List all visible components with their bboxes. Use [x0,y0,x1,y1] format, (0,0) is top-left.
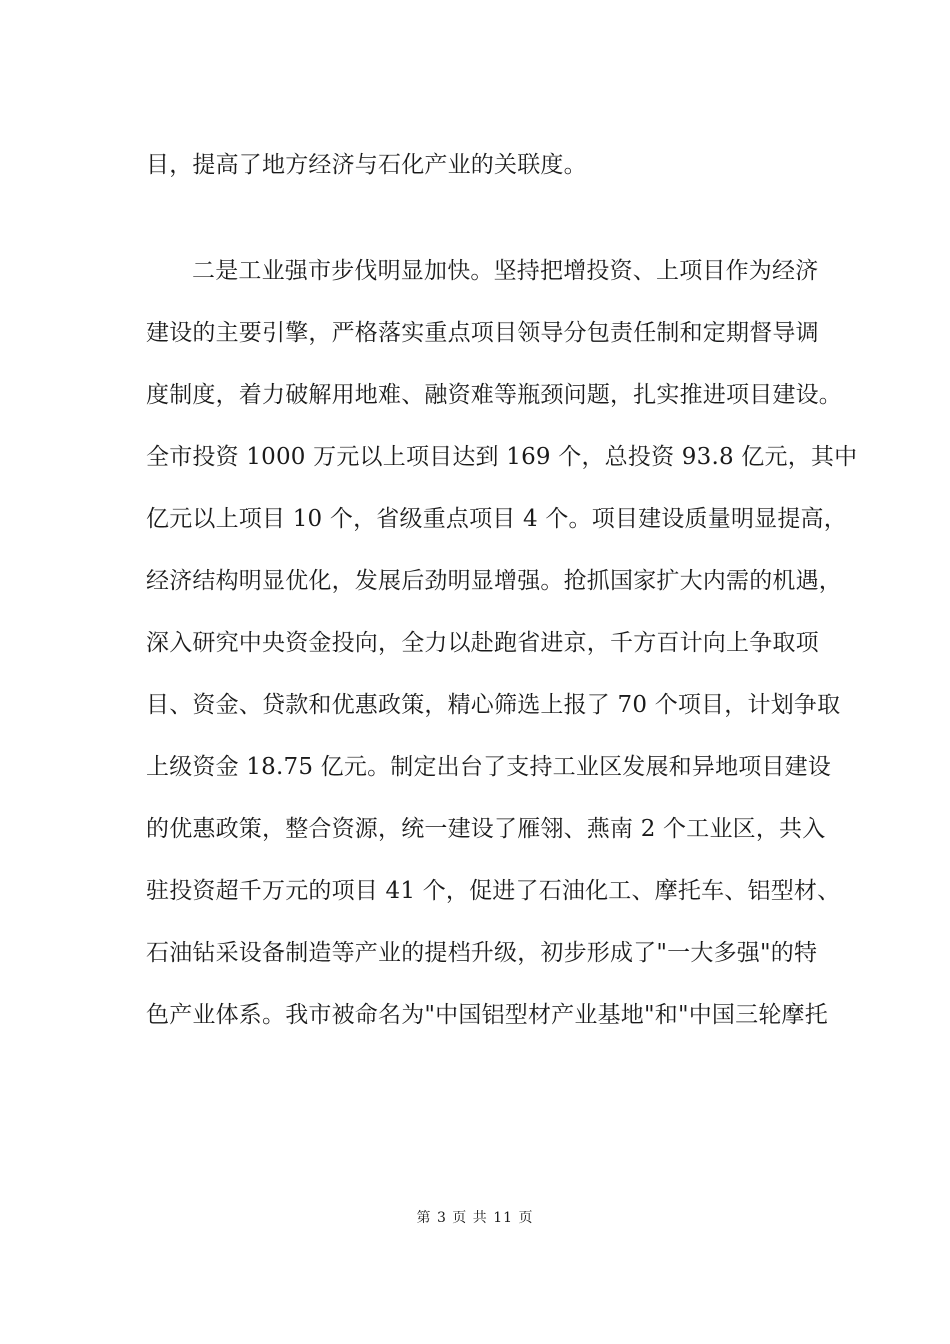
text-line: 亿元以上项目 10 个，省级重点项目 4 个。项目建设质量明显提高， [146,506,847,532]
text-line: 的优惠政策，整合资源，统一建设了雁翎、燕南 2 个工业区，共入 [146,816,826,842]
body-text [146,134,858,1046]
text-line: 目、资金、贷款和优惠政策，精心筛选上报了 70 个项目，计划争取 [146,692,841,718]
text-line: 石油钻采设备制造等产业的提档升级，初步形成了"一大多强"的特 [146,940,818,966]
text-line: 经济结构明显优化，发展后劲明显增强。抢抓国家扩大内需的机遇， [146,568,842,594]
text-line: 深入研究中央资金投向，全力以赴跑省进京，千方百计向上争取项 [146,630,819,656]
text-line: 建设的主要引擎，严格落实重点项目领导分包责任制和定期督导调 [146,320,819,346]
text-line: 色产业体系。我市被命名为"中国铝型材产业基地"和"中国三轮摩托 [146,1002,828,1028]
text-line: 驻投资超千万元的项目 41 个，促进了石油化工、摩托车、铝型材、 [146,878,841,904]
page-number-footer: 第 3 页 共 11 页 [416,1210,534,1226]
text-line: 上级资金 18.75 亿元。制定出台了支持工业区发展和异地项目建设 [146,754,832,780]
text-line: 全市投资 1000 万元以上项目达到 169 个，总投资 93.8 亿元，其中 [146,444,858,470]
paragraph-gap [146,196,826,240]
text-line: 目，提高了地方经济与石化产业的关联度。 [146,152,587,178]
text-line: 二是工业强市步伐明显加快。坚持把增投资、上项目作为经济 [192,258,819,284]
text-line: 度制度，着力破解用地难、融资难等瓶颈问题，扎实推进项目建设。 [146,382,842,408]
